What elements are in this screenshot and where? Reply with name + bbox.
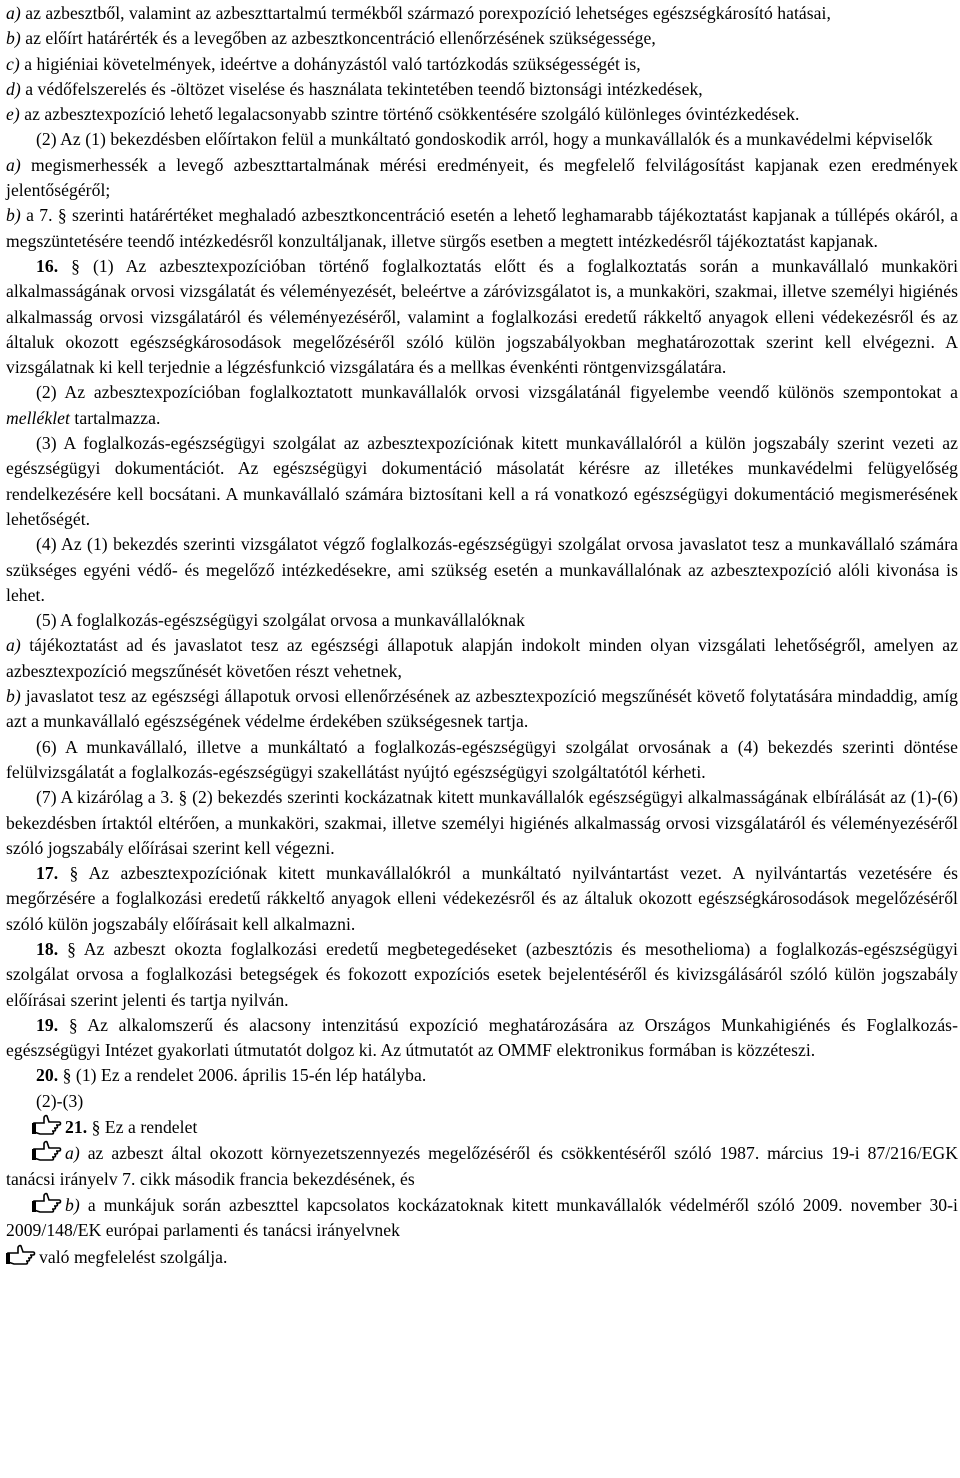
paragraph-16-3: (3) A foglalkozás-egészségügyi szolgálat az azbesztexpozíciónak kitett munkavállalóról a külön jogszabály szerint vezeti az egészségügyi dokumentációt. Az egészségügyi dokumentáció másolatát kérésre az illetékes munkavédelmi felügyelőség rendelkezésére kell bocsátani. A munkavállaló számára biztosítani kell a rá vonatkozó egészségügyi dokumentáció megismerésének lehetőségét. <box>6 433 958 529</box>
section-19 <box>6 1013 958 1064</box>
marker-a: a) <box>6 3 21 23</box>
text-21-b: a munkájuk során azbeszttel kapcsolatos kockázatoknak kitett munkavállalók védelméről szóló 2009. november 30-i 2009/148/EK európai parlamenti és tanácsi irányelvnek <box>6 1194 958 1241</box>
section-17-text: Az azbesztexpozíciónak kitett munkavállalókról a munkáltató nyilvántartást vezet. A nyilvántartás vezetésére és megőrzésére a foglalkozási eredetű rákkeltő anyagok elleni védekezésről és az általuk okozott egészségkárosodások megelőzéséről szóló külön jogszabály előírásait kell alkalmazni. <box>6 863 958 934</box>
legal-document <box>6 1 958 1270</box>
paragraph-16-4: (4) Az (1) bekezdés szerinti vizsgálatot végző foglalkozás-egészségügyi szolgálat orvosa javaslatot tesz a munkavállaló számára szükséges egyéni védő- és megelőző intézkedésekre, ami szükség esetén a munkavállalónak az azbesztexpozíció alóli kivonása is lehet. <box>6 534 958 605</box>
text-21-a: az azbeszt által okozott környezetszennyezés megelőzéséről és csökkentéséről szóló 1987. március 19-i 87/216/EGK tanácsi irányelv 7. cikk második francia bekezdésének, és <box>6 1143 959 1189</box>
section-sign: § <box>69 863 79 884</box>
paragraph-16-5: (5) A foglalkozás-egészségügyi szolgálat orvosa a munkavállalóknak <box>36 610 525 631</box>
section-21-text: Ez a rendelet <box>104 1117 198 1138</box>
pointing-hand-icon[interactable] <box>32 1140 62 1162</box>
section-18-text: Az azbeszt okozta foglalkozási eredetű megbetegedéseket (azbesztózis és mesothelioma) a foglalkozás-egészségügyi szolgálat orvosa a foglalkozási betegségek és fokozott expozíciós esetek bejelentéséről és kivizsgálásáról szóló külön jogszabály előírásai szerint jelenti és tartja nyilván. <box>6 938 958 1010</box>
section-16 <box>6 254 958 380</box>
list-item-e <box>6 102 958 127</box>
marker-a: a) <box>6 635 21 656</box>
text-15-2-a: megismerhessék a levegő azbeszttartalmának mérési eredményeit, és megfelelő felvilágosítást kapjanak ezen eredmények jelentőségéről; <box>6 154 958 201</box>
marker-a: a) <box>65 1143 80 1164</box>
list-item-16-5-b <box>6 684 958 735</box>
closing-line <box>6 1244 958 1270</box>
annex-reference: melléklet <box>6 407 70 428</box>
list-item-b <box>6 26 958 51</box>
pointing-hand-icon[interactable] <box>32 1114 62 1136</box>
paragraph-15-2: (2) Az (1) bekezdésben előírtakon felül a munkáltató gondoskodik arról, hogy a munkavállalók és a munkavédelmi képviselők <box>36 129 933 150</box>
section-sign: § <box>71 255 81 276</box>
marker-b: b) <box>6 686 21 707</box>
paragraph-16-6: (6) A munkavállaló, illetve a munkáltató a foglalkozás-egészségügyi szolgálat orvosának a (4) bekezdés szerinti döntése felülvizsgálatát a foglalkozás-egészségügyi szakellátást nyújtó egészségügyi szolgáltatótól kérheti. <box>6 736 958 782</box>
section-number-20: 20. <box>36 1065 59 1086</box>
list-item-21-b <box>6 1192 958 1244</box>
section-number-17: 17. <box>36 863 59 884</box>
paragraph-16-2 <box>6 380 958 431</box>
list-item-a <box>6 1 958 26</box>
closing-text: való megfelelést szolgálja. <box>39 1246 228 1267</box>
text-e: az azbesztexpozíció lehető legalacsonyabb szintre történő csökkentésére szolgáló különleges óvintézkedések. <box>24 104 800 125</box>
pointing-hand-icon[interactable] <box>6 1244 36 1266</box>
section-20 <box>6 1063 958 1088</box>
marker-b: b) <box>65 1194 80 1215</box>
section-19-text: Az alkalomszerű és alacsony intenzitású expozíció meghatározására az Országos Munkahigiénés és Foglalkozás-egészségügyi Intézet gyakorlati útmutatót dolgoz ki. Az útmutatót az OMMF elektronikus formában is közzéteszi. <box>6 1014 958 1061</box>
pointing-hand-icon[interactable] <box>32 1192 62 1214</box>
text-16-5-a: tájékoztatást ad és javaslatot tesz az egészségi állapotuk alapján indokolt minden olyan vizsgálati lehetőségről, amelyen az azbesztexpozíció megszűnését követően részt vehetnek, <box>6 635 958 681</box>
section-18 <box>6 937 958 1013</box>
section-number-16: 16. <box>36 255 59 276</box>
text-15-2-b: a 7. § szerinti határértéket meghaladó azbesztkoncentráció esetén a lehető leghamarabb tájékoztatást kapjanak a túllépés okáról, a megszüntetésére teendő intézkedésről konzultáljanak, illetve sürgős esetben a megtett intézkedésről tájékoztatást kapjanak. <box>6 205 959 251</box>
list-item-c <box>6 52 958 77</box>
marker-c: c) <box>6 53 20 74</box>
list-item-16-5-a <box>6 633 958 684</box>
section-sign: § <box>68 1014 78 1035</box>
text-b: az előírt határérték és a levegőben az azbesztkoncentráció ellenőrzésének szükségessége, <box>25 28 656 49</box>
paragraph-16-2-tail: tartalmazza. <box>69 407 161 428</box>
paragraph-16-7: (7) A kizárólag a 3. § (2) bekezdés szerinti kockázatnak kitett munkavállalók egészségügyi alkalmasságának elbírálását az (1)-(6) bekezdésben írtaktól eltérően, a munkaköri, szakmai, illetve személyi higiénés alkalmasság orvosi vizsgálatáról és véleményezéséről szóló jogszabály előírásai szerint kell végezni. <box>6 787 958 858</box>
list-item-15-2-b <box>6 203 958 254</box>
marker-e: e) <box>6 104 20 125</box>
marker-a: a) <box>6 154 21 175</box>
paragraph-20-2-3: (2)-(3) <box>36 1090 84 1111</box>
marker-d: d) <box>6 78 21 99</box>
marker-b: b) <box>6 28 21 49</box>
section-20-text: (1) Ez a rendelet 2006. április 15-én lép hatályba. <box>75 1065 427 1086</box>
section-17 <box>6 861 958 937</box>
section-number-19: 19. <box>36 1014 59 1035</box>
list-item-d <box>6 77 958 102</box>
marker-b: b) <box>6 205 21 226</box>
section-number-21: 21. <box>65 1117 88 1138</box>
paragraph-16-2-text: (2) Az azbesztexpozícióban foglalkoztatott munkavállalók orvosi vizsgálatánál figyelembe veendő különös szempontokat a <box>36 382 958 403</box>
text-d: a védőfelszerelés és -öltözet viselése és használata tekintetében teendő biztonsági intézkedések, <box>25 78 703 99</box>
section-sign: § <box>67 938 76 959</box>
section-sign: § <box>91 1117 101 1138</box>
text-16-5-b: javaslatot tesz az egészségi állapotuk orvosi ellenőrzésének az azbesztexpozíció megszűnését követő folytatására mindaddig, amíg azt a munkavállaló egészségének védelme érdekében szükségesnek tartja. <box>6 686 958 732</box>
section-16-text: (1) Az azbesztexpozícióban történő foglalkoztatás előtt és a foglalkoztatás során a munkavállaló munkaköri alkalmasságának orvosi vizsgálatát és véleményezését, beleértve a záróvizsgálatot is, a munkaköri, szakmai, illetve személyi higiénés alkalmasság orvosi vizsgálatáról és véleményezéséről, valamint a foglalkozási eredetű rákkeltő anyagok elleni védekezésről és az általuk okozott egészségkárosodások megelőzéséről szóló külön jogszabályokban meghatározottak szerint kell elvégezni. A vizsgálatnak ki kell terjednie a légzésfunkció vizsgálatára és a mellkas évenkénti röntgenvizsgálatára. <box>6 255 959 378</box>
text-c: a higiéniai követelmények, ideértve a dohányzástól való tartózkodás szükségességét is, <box>24 53 641 74</box>
list-item-21-a <box>6 1140 958 1192</box>
section-number-18: 18. <box>36 938 59 959</box>
section-sign: § <box>62 1065 72 1086</box>
section-21 <box>6 1114 958 1140</box>
text-a: az azbesztből, valamint az azbeszttartalmú termékből származó porexpozíció lehetséges egészségkárosító hatásai, <box>25 3 831 23</box>
list-item-15-2-a <box>6 153 958 204</box>
